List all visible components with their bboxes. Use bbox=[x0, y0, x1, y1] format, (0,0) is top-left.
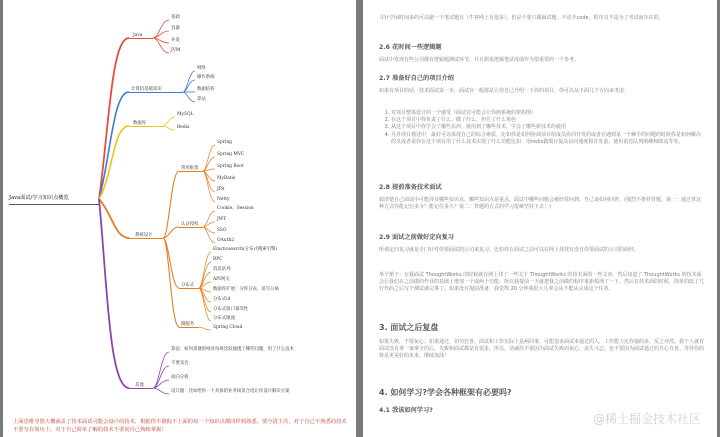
node-other-3: 面向分析 bbox=[171, 375, 189, 380]
para-2-8: 搞清楚自己面试中可能涉及哪些知识点、哪些知识点是重点。面试中哪些问题会被经常问到、自己该如何回答。(强烈不推荐背题，第一：通过背这种方式你能记住多少？能记住多久？第二：背题的方式的学习很难坚持下去！) bbox=[379, 197, 701, 211]
mindmap-root: Java面试/学习知识点概览 bbox=[9, 195, 69, 201]
node-algorithm: 算法 bbox=[197, 97, 206, 102]
node-java-jvm: JVM bbox=[171, 48, 181, 53]
para-2-7: 如果有项目的话，技术面试第一步，面试官一般都是让你自己介绍一下你的项目。你可以从下面几个方向来考虑： bbox=[379, 88, 630, 94]
project-tip-4: 4. 另外项目描述中，最好可以体现自己的综合素质，比如你是如何协调项目组成员协同开发的或者在遇到某一个棘手的问题的时候你是如何解决的又或者说你在这个项目用了什么技术实现了什么功能比如：用redis做缓存提高访问速度和并发量，使用消息队列削峰和降流等等。 bbox=[391, 132, 704, 146]
node-rate-limit: 分布式限流 bbox=[213, 316, 235, 321]
left-page bbox=[3, 0, 356, 437]
branch-database: 数据库 bbox=[133, 121, 147, 126]
para-2-9: 所谓定向复习就是专门针对你要面试的公司来复习。比如你在面试之前可以在网上找找有没有你要面试的公司的面经。 bbox=[379, 247, 640, 253]
node-network: 网络 bbox=[197, 66, 206, 71]
group-distributed-line bbox=[179, 288, 199, 289]
node-spring-boot: Spring Boot bbox=[217, 164, 244, 169]
group-microservice-line bbox=[179, 327, 199, 328]
node-sso: SSO bbox=[217, 228, 227, 233]
node-redis: Redis bbox=[177, 125, 190, 130]
left-caption: 上面思维导图大概涵盖了技术面试可能会设计的技术，根据你不擅握不上面的每一个知识点都同样熟熟悉，要分清主次，对于自己不熟悉的技术不要写在简历上，对于自己简单了解的技术不要说自己熟练掌握！ bbox=[13, 419, 347, 433]
project-tip-2: 2. 在这个项目中你负责了什么、做了什么、担任了什么角色 bbox=[391, 117, 704, 124]
para-2-9-example: 举个栗子：在我面试 ThoughtWorks 的时候就在网上找了一些关于 ThoughtWorks 的技术面的一些文章。然后知道了 ThoughtWorks 的技术面会让我们在之前做的作业的基础上增加一个或两个功能，所以我提前一天就把我之前做的程序重新梳理了一下。然后在技术面的时候，简单的改了几行代码之后写个测试就完事了。如果没有提前准备，我觉得 20 分钟我很大几率会从不能从完成这个任务。 bbox=[379, 272, 705, 293]
node-os: 操作系统 bbox=[197, 75, 215, 80]
group-frameworks: 常用框架 bbox=[181, 166, 199, 171]
node-java-basic: 基础 bbox=[171, 15, 180, 20]
mindmap-branches bbox=[3, 0, 356, 437]
node-cookie-session: Cookie、Session bbox=[217, 206, 254, 211]
watermark: @稀土掘金技术社区 bbox=[592, 412, 701, 426]
right-page bbox=[363, 0, 717, 437]
branch-other-line bbox=[129, 388, 153, 389]
branch-computer-basics: 计算机基础知识 bbox=[131, 87, 162, 92]
node-mybatis: MyBatis bbox=[217, 176, 236, 181]
node-data-structure: 数据结构 bbox=[197, 87, 215, 92]
node-idempotent: 分布式接口幂等性 bbox=[213, 307, 249, 312]
node-distributed-id: 分布式id bbox=[213, 297, 231, 302]
para-3: 如果失败，不要灰心；如果通过，切勿狂喜。面试和工作实际上是两回事，可能很多面试未通过的人，工作能力比你强的多，反之亦然。我个人就有面试没有拿一家拿全的后，失败和面试都是有很多。所以，劝诫你不要因为面试失败而灰心、丧失斗志。也不要因为面试通过的自心自喜。等待你的将是更美好的未来，继续加油！ bbox=[379, 339, 705, 360]
node-db-sharding: 数据库扩展：分库分表、读写分离 bbox=[213, 287, 279, 292]
node-jpa: JPA bbox=[217, 187, 225, 192]
heading-2-9: 2.9 面试之前做好定向复习 bbox=[379, 234, 454, 241]
group-distributed: 分布式 bbox=[181, 283, 195, 288]
heading-4: 4. 如何学习?学会各种框架有必要吗? bbox=[379, 388, 512, 397]
group-auth: 认证授权 bbox=[181, 222, 199, 227]
branch-java: Java bbox=[133, 33, 143, 38]
node-other-4: 设计题：比如给你一个具体的业务场景合适让你设计解决方案 bbox=[171, 389, 290, 394]
intro-paragraph: 寻针空闲时间多的可以刷一下笔试题目（牛客网上有很多）。但是不要只刷面试题，不动手code，程序员不是为了考试而存在的。 bbox=[379, 15, 664, 21]
branch-database-line bbox=[129, 126, 163, 127]
node-rpc: RPC bbox=[213, 257, 223, 262]
heading-2-8: 2.8 提前准备技术面试 bbox=[379, 184, 442, 191]
group-microservice: 微服务 bbox=[181, 322, 195, 327]
node-api-gateway: API网关 bbox=[213, 277, 230, 282]
root-underline bbox=[9, 204, 99, 205]
heading-3: 3. 面试之后复盘 bbox=[379, 323, 439, 332]
node-spring-mvc: Spring MVC bbox=[217, 152, 245, 157]
node-mysql: MySQL bbox=[177, 112, 194, 117]
para-2-6: 面试中发现有些公司都有逻辑题测试环节，并且据说逻辑笔试成绩作为很重要的一个参考。 bbox=[379, 57, 580, 63]
node-netty: Netty bbox=[217, 197, 230, 202]
project-tips-list bbox=[379, 110, 704, 146]
branch-system-design: 系统设计 bbox=[135, 233, 153, 238]
node-other-1: 算法：如何拿捷的网对每规比较通透了哪些问题，用了什么技术 bbox=[171, 347, 294, 352]
branch-other: 其他 bbox=[135, 383, 144, 388]
project-tip-1: 1. 对项目整体设计的一个感受（面试官可能会让你画系统的架构图） bbox=[391, 110, 704, 117]
node-spring: Spring bbox=[217, 140, 232, 145]
node-java-collection: 容器 bbox=[171, 26, 180, 31]
branch-computer-basics-line bbox=[129, 92, 183, 93]
node-spring-cloud: Spring Cloud bbox=[213, 325, 243, 330]
node-jwt: JWT bbox=[217, 217, 227, 222]
node-elasticsearch: Elasticsearch(分布式搜索引擎) bbox=[213, 247, 278, 252]
group-frameworks-line bbox=[179, 171, 203, 172]
branch-system-design-line bbox=[129, 238, 163, 239]
node-mq: 消息队列 bbox=[213, 267, 231, 272]
project-tip-3: 3. 从这个项目中你学会了哪些东西，使用到了哪些技术，学会了哪些新技术的使用 bbox=[391, 124, 704, 131]
heading-4-1: 4.1 我该如何学习? bbox=[379, 407, 433, 414]
heading-2-6: 2.6 花时间一些逻辑题 bbox=[379, 44, 442, 51]
group-auth-line bbox=[179, 227, 203, 228]
branch-java-line bbox=[129, 38, 153, 39]
node-oauth2: OAuth2 bbox=[217, 238, 234, 243]
node-other-2: 不要卖会 bbox=[171, 361, 189, 366]
node-java-concurrency: 并发 bbox=[171, 38, 180, 43]
heading-2-7: 2.7 准备好自己的项目介绍 bbox=[379, 75, 454, 82]
